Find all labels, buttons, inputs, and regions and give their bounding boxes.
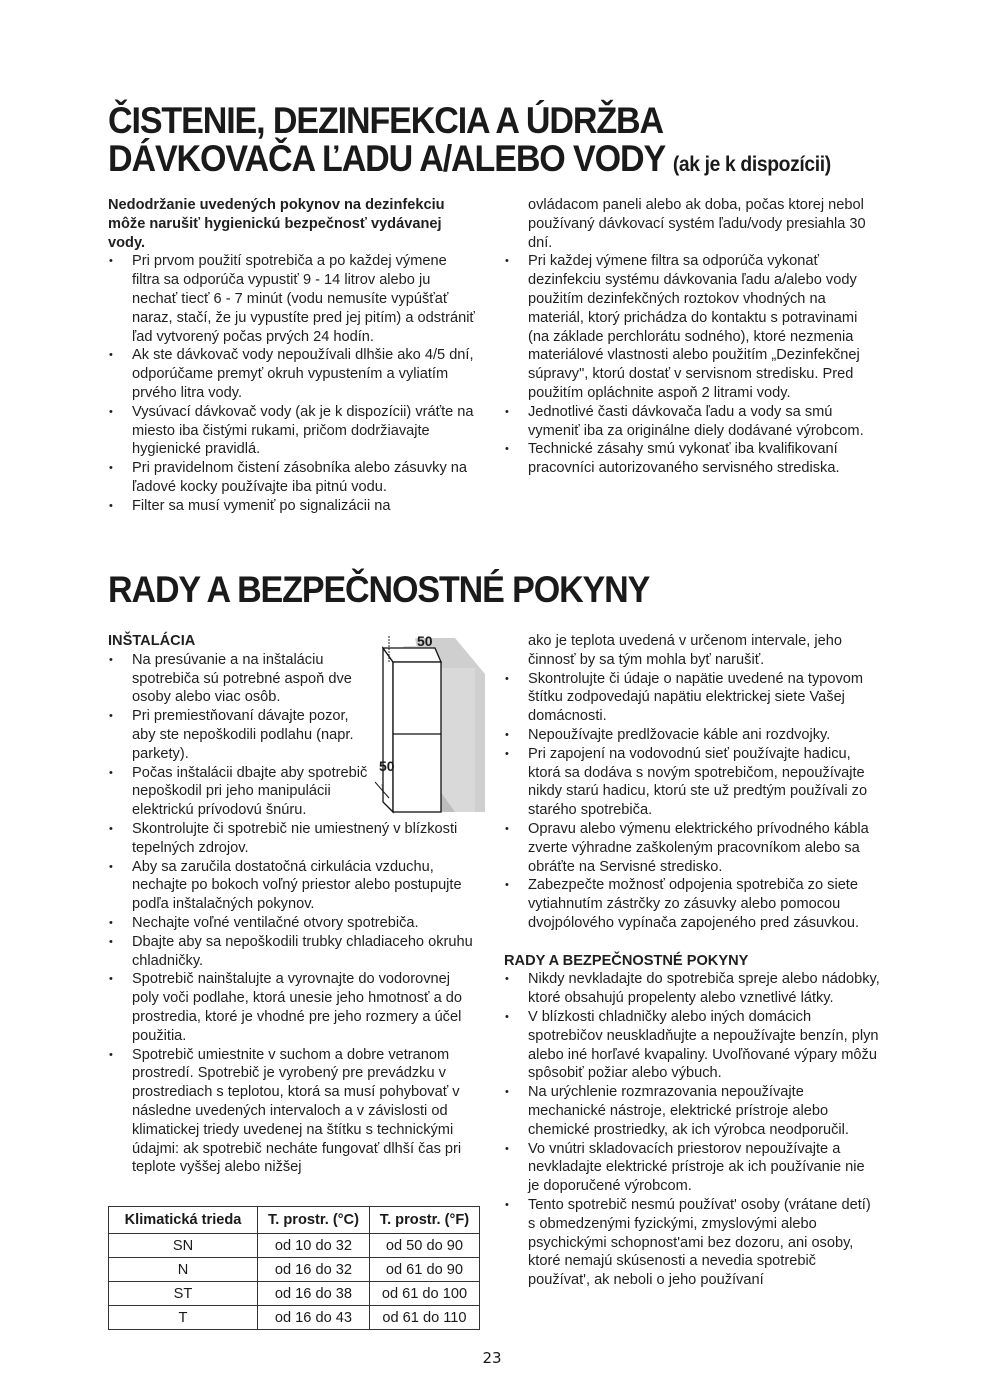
table-cell: T [109,1306,258,1330]
list-item: • Pri pravidelnom čistení zásobníka alebo zásuvky na ľadové kocky používajte iba pitnú vodu. [108,459,478,497]
fridge-front [393,662,441,812]
table-cell: od 10 do 32 [258,1234,370,1258]
fridge-clearance-figure [375,634,485,814]
list-item: • Tento spotrebič nesmú používat' osoby (vrátane detí) s obmedzenými fyzickými, zmyslovými alebo psychickými schopnost'ami bez dozoru, ani osoby, ktoré nemajú skúsenosti a nevedia spotrebič používat', ak neboli o jeho používaní [504,1196,880,1290]
fridge-side [383,648,393,812]
column-header: T. prostr. (°C) [258,1207,370,1234]
list-item: • Opravu alebo výmenu elektrického prívodného kábla zverte výhradne zaškoleným pracovníkom alebo sa obráťte na Servisné stredisko. [504,820,880,876]
list-item: • Pri každej výmene filtra sa odporúča vykonať dezinfekciu systému dávkovania ľadu a/alebo vody použitím dezinfekčných roztokov vhodných na materiál, ktorý prichádza do kontaktu s potravinami (na základe perchlorátu sodného), ktoré nezmenia materiálové vlastnosti alebo použitím „Dezinfekčnej súpravy", ktorú dostať v servisnom stredisku. Pred použitím opláchnite aspoň 2 litrami vody. [504,252,876,402]
safety-bullets [504,970,880,1290]
top-clearance-label: 50 [417,633,433,649]
cleaning-bullet-list [108,252,478,515]
continued-text: ako je teplota uvedená v určenom intervale, jeho činnosť by sa tým mohla byť narušiť. [528,633,842,668]
table-cell: od 16 do 32 [258,1258,370,1282]
list-item: • Vysúvací dávkovač vody (ak je k dispozícii) vráťte na miesto iba čistými rukami, pričom dodržiavajte hygienické pravidlá. [108,403,478,459]
table-cell: od 50 do 90 [369,1234,479,1258]
table-cell: od 61 do 110 [369,1306,479,1330]
list-item: • Pri premiestňovaní dávajte pozor, aby ste nepoškodili podlahu (napr. parkety). [108,707,370,763]
table-cell: od 16 do 38 [258,1282,370,1306]
title-suffix: (ak je k dispozícii) [672,153,831,176]
hygiene-warning: Nedodržanie uvedených pokynov na dezinfekciu môže narušiť hygienickú bezpečnosť vydávanej vody. [108,197,445,251]
table-row [109,1258,480,1282]
list-item: • Dbajte aby sa nepoškodili trubky chladiaceho okruhu chladničky. [108,933,480,971]
list-item: • Ak ste dávkovač vody nepoužívali dlhšie ako 4/5 dní, odporúčame premyť okruh vypustením a vyliatím prvého litra vody. [108,346,478,402]
safety-right-column [504,632,880,1290]
cleaning-left-column [108,196,478,516]
side-clearance-label: 50 [379,758,395,774]
table-header-row [109,1207,480,1234]
continued-text: ovládacom paneli alebo ak doba, počas ktorej nebol používaný dávkovací systém ľadu/vody presiahla 30 dní. [528,197,866,251]
fridge-illustration [375,634,485,814]
cleaning-right-column [504,196,876,478]
list-item: • Nepoužívajte predlžovacie káble ani rozdvojky. [504,726,880,745]
list-item: • Filter sa musí vymeniť po signalizácii na [108,497,478,516]
table-cell: od 61 do 90 [369,1258,479,1282]
installation-bullets [108,820,480,1177]
page-number: 23 [482,1349,502,1367]
section-title-safety: RADY A BEZPEČNOSTNÉ POKYNY [108,569,650,610]
list-item: • V blízkosti chladničky alebo iných domácich spotrebičov neuskladňujte a nepoužívajte benzín, plyn alebo iné horľavé kvapaliny. Uvoľňované výpary môžu spôsobiť požiar alebo výbuch. [504,1008,880,1083]
table-cell: ST [109,1282,258,1306]
table-cell: N [109,1258,258,1282]
safety-heading: RADY A BEZPEČNOSTNÉ POKYNY [504,952,749,969]
climate-class-table [108,1206,480,1330]
fridge-top [383,648,441,662]
list-item: • Technické zásahy smú vykonať iba kvalifikovaní pracovníci autorizovaného servisného strediska. [504,440,876,478]
list-item: • Jednotlivé časti dávkovača ľadu a vody sa smú vymeniť iba za originálne diely dodávané výrobcom. [504,403,876,441]
list-item: • Spotrebič nainštalujte a vyrovnajte do vodorovnej poly voči podlahe, ktorá unesie jeho hmotnosť a do prostredia, ktoré je vhodné pre jeho rozmery a účel použitia. [108,970,480,1045]
list-item: • Zabezpečte možnosť odpojenia spotrebiča zo siete vytiahnutím zástrčky zo zásuvky alebo pomocou dvojpólového vypínača zapojeného pred zásuvkou. [504,876,880,932]
list-item: • Skontrolujte či spotrebič nie umiestnený v blízkosti tepelných zdrojov. [108,820,480,858]
table-cell: SN [109,1234,258,1258]
installation-heading: INŠTALÁCIA [108,633,196,649]
list-item: • Vo vnútri skladovacích priestorov nepoužívajte a nevkladajte elektrické prístroje ak ich používanie nie je doporučené výrobcom. [504,1140,880,1196]
column-header: T. prostr. (°F) [369,1207,479,1234]
table-cell: od 16 do 43 [258,1306,370,1330]
column-header: Klimatická trieda [109,1207,258,1234]
table-cell: od 61 do 100 [369,1282,479,1306]
list-item: • Pri zapojení na vodovodnú sieť používajte hadicu, ktorá sa dodáva s novým spotrebičom, nepoužívajte nikdy starú hadicu, ktorú ste už predtým používali zo starého spotrebiča. [504,745,880,820]
section-title-cleaning [108,102,831,184]
table-row [109,1306,480,1330]
table-row [109,1282,480,1306]
list-item: • Spotrebič umiestnite v suchom a dobre vetranom prostredí. Spotrebič je vyrobený pre prevádzku v prostrediach s teplotou, ktorá sa musí pohybovať v následne uvedených intervaloch a v závislosti od klimatickej triedy uvedenej na štítku s technickými údajmi: ak spotrebič necháte fungovať dlhší čas pri teplote vyššej alebo nižšej [108,1046,480,1178]
list-item: • Nechajte voľné ventilačné otvory spotrebiča. [108,914,480,933]
list-item: • Pri prvom použití spotrebiča a po každej výmene filtra sa odporúča vypustiť 9 - 14 litrov alebo ju nechať tiecť 6 - 7 minút (vodu nemusíte vypúšťať naraz, stačí, že ju vypustíte pred jej pitím) a odstrániť ľad vytvorený počas prvých 24 hodín. [108,252,478,346]
list-item: • Na presúvanie a na inštaláciu spotrebiča sú potrebné aspoň dve osoby alebo viac osôb. [108,651,370,707]
list-item: • Aby sa zaručila dostatočná cirkulácia vzduchu, nechajte po bokoch voľný priestor alebo postupujte podľa inštalačných pokynov. [108,858,480,914]
cleaning-bullet-list-2 [504,252,876,478]
title-line-1: ČISTENIE, DEZINFEKCIA A ÚDRŽBA [108,100,664,141]
list-item: • Skontrolujte či údaje o napätie uvedené na typovom štítku zodpovedajú napätiu elektrickej siete Vašej domácnosti. [504,670,880,726]
table-row [109,1234,480,1258]
installation-bullets-narrow [108,651,370,820]
electrical-bullets [504,670,880,933]
list-item: • Na urýchlenie rozmrazovania nepoužívajte mechanické nástroje, elektrické prístroje alebo chemické prostriedky, ak ich výrobca neodporučil. [504,1083,880,1139]
list-item: • Počas inštalácii dbajte aby spotrebič nepoškodil pri jeho manipulácii elektrickú prívodovú šnúru. [108,764,370,820]
spacer [504,933,880,952]
title-line-2: DÁVKOVAČA ĽADU A/ALEBO VODY (ak je k dispozícii) [108,138,831,179]
list-item: • Nikdy nevkladajte do spotrebiča spreje alebo nádobky, ktoré obsahujú propelenty alebo vznetlivé látky. [504,970,880,1008]
